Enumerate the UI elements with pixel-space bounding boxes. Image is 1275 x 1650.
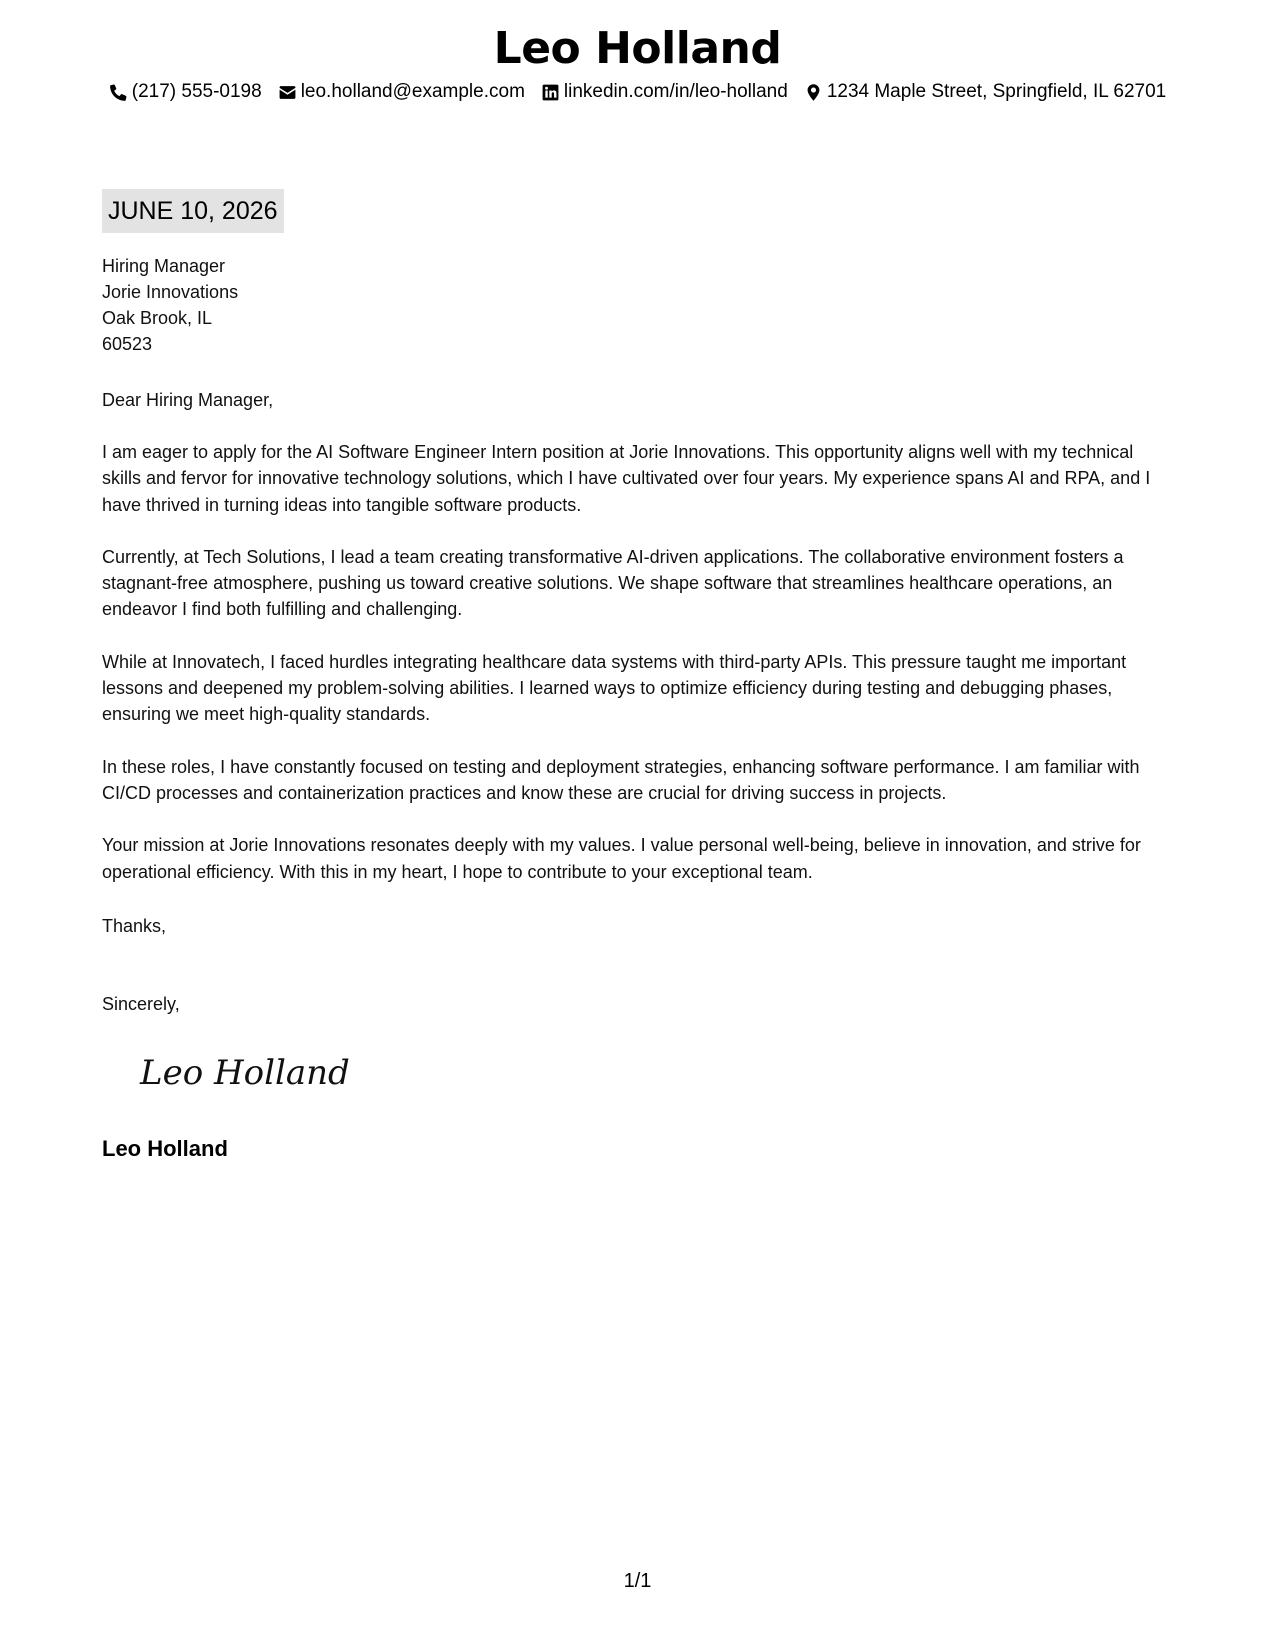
phone-text: (217) 555-0198 bbox=[131, 81, 262, 102]
handwritten-signature bbox=[138, 1048, 350, 1098]
recipient-title: Hiring Manager bbox=[102, 256, 226, 276]
contact-email bbox=[278, 78, 525, 106]
body-paragraph: I am eager to apply for the AI Software Engineer Intern position at Jorie Innovations. This opportunity aligns well with my technical skills and fervor for innovative technology solutions, which I have cultivated over four years. My experience spans AI and RPA, and I have thrived in turning ideas into tangible software products. bbox=[102, 442, 1151, 515]
recipient-zip: 60523 bbox=[102, 334, 153, 354]
phone-icon bbox=[109, 83, 128, 102]
signer-name: Leo Holland bbox=[102, 1136, 228, 1161]
closing-sincerely: Sincerely, bbox=[102, 994, 180, 1014]
letter-date: JUNE 10, 2026 bbox=[102, 189, 284, 233]
recipient-city: Oak Brook, IL bbox=[102, 308, 213, 328]
map-pin-icon bbox=[804, 83, 823, 102]
body-paragraph: Your mission at Jorie Innovations resonates deeply with my values. I value personal well-being, believe in innovation, and strive for operational efficiency. With this in my heart, I hope to contribute to your exceptional team. bbox=[102, 835, 1141, 882]
salutation: Dear Hiring Manager, bbox=[102, 390, 274, 410]
contact-address bbox=[804, 78, 1166, 106]
linkedin-icon bbox=[541, 83, 560, 102]
address-text: 1234 Maple Street, Springfield, IL 62701 bbox=[826, 81, 1167, 102]
body-paragraph: In these roles, I have constantly focused on testing and deployment strategies, enhancing software performance. I am familiar with CI/CD processes and containerization practices and know these are crucial for driving success in projects. bbox=[102, 756, 1140, 803]
closing-thanks: Thanks, bbox=[102, 916, 167, 936]
contact-info-row bbox=[0, 78, 1275, 106]
signature-text: Leo Holland bbox=[140, 1053, 350, 1093]
email-text: leo.holland@example.com bbox=[300, 81, 525, 102]
recipient-company: Jorie Innovations bbox=[102, 282, 239, 302]
linkedin-text: linkedin.com/in/leo-holland bbox=[563, 81, 788, 102]
applicant-name-heading: Leo Holland bbox=[493, 23, 782, 74]
letter-body bbox=[102, 439, 1174, 911]
body-paragraph: Currently, at Tech Solutions, I lead a team creating transformative AI-driven applications. The collaborative environment fosters a stagnant-free atmosphere, pushing us toward creative solutions. We shape software that streamlines healthcare operations, an endeavor I find both fulfilling and challenging. bbox=[102, 546, 1124, 620]
body-paragraph: While at Innovatech, I faced hurdles integrating healthcare data systems with third-party APIs. This pressure taught me important lessons and deepened my problem-solving abilities. I learned ways to optimize efficiency during testing and debugging phases, ensuring we meet high-quality standards. bbox=[102, 651, 1127, 725]
contact-linkedin bbox=[541, 78, 788, 106]
page-number: 1/1 bbox=[623, 1570, 652, 1592]
envelope-icon bbox=[278, 83, 297, 102]
recipient-block bbox=[102, 253, 238, 357]
contact-phone bbox=[109, 78, 262, 106]
